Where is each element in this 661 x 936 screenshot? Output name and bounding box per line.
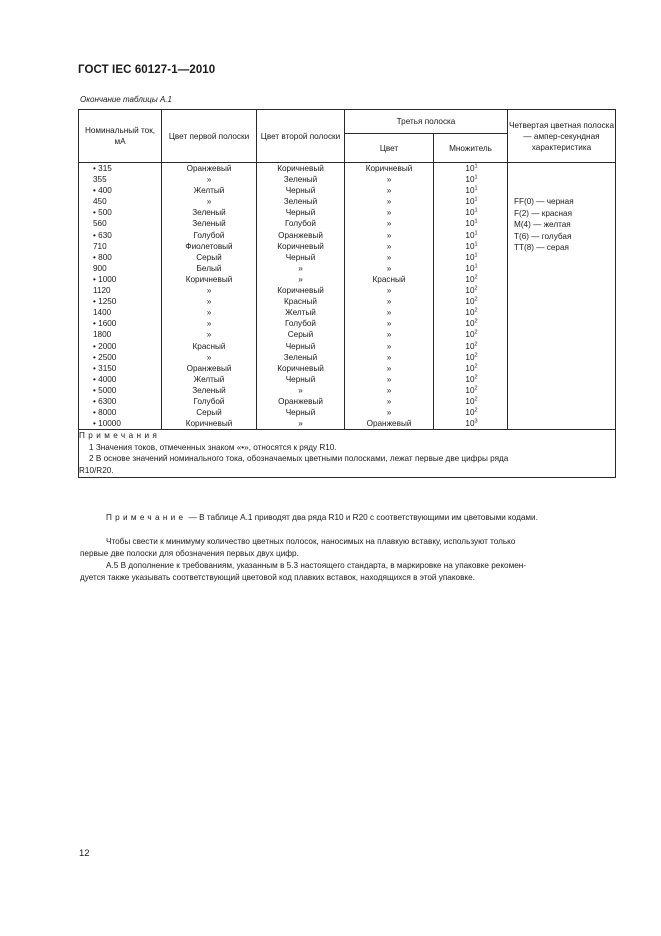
cell-third-color: » (386, 252, 392, 262)
cell-second-band: Черный (285, 374, 316, 384)
color-code-table (78, 109, 616, 478)
multiplier-base: 10 (465, 308, 475, 318)
cell-third-color: » (386, 175, 392, 185)
cell-third-color: » (386, 385, 392, 395)
cell-multiplier (436, 363, 507, 374)
table-caption: Окончание таблицы А.1 (80, 95, 172, 104)
multiplier-base: 10 (465, 419, 475, 429)
paragraph-1-line-2: первые две полоски для обозначения первых двух цифр. (80, 549, 299, 558)
header-fourth-band: Четвертая цветная полоска — ампер-секундная характеристика (508, 110, 616, 163)
cell-multiplier (436, 352, 507, 363)
body-note-text: — В таблице А.1 приводят два ряда R10 и R20 с соответствующими им цветовыми кодами. (186, 513, 538, 522)
cell-third-color: » (386, 308, 392, 318)
cell-second-band: Коричневый (277, 286, 324, 296)
multiplier-exponent: 1 (474, 207, 478, 214)
cell-second-band: Черный (285, 341, 316, 351)
multiplier-exponent: 2 (474, 396, 478, 403)
multiplier-exponent: 2 (474, 329, 478, 336)
cell-current: 560 (93, 219, 107, 229)
cell-current: 710 (93, 241, 107, 251)
cell-multiplier (436, 318, 507, 329)
cell-multiplier (436, 274, 507, 285)
multiplier-base: 10 (465, 352, 475, 362)
cell-current: • 315 (93, 164, 112, 173)
multiplier-exponent: 3 (474, 418, 478, 425)
cell-current: • 500 (93, 208, 112, 218)
header-current: Номинальный ток, мА (79, 110, 162, 163)
cell-current: • 8000 (93, 408, 117, 418)
cell-third-color: » (386, 396, 392, 406)
cell-second-band: Голубой (284, 319, 317, 329)
notes-title: Примечания (79, 431, 161, 441)
cell-multiplier (436, 174, 507, 185)
column-current (79, 163, 162, 430)
cell-third-color: » (386, 186, 392, 196)
multiplier-base: 10 (465, 208, 475, 218)
multiplier-exponent: 1 (474, 218, 478, 225)
cell-first-band: » (206, 197, 212, 207)
cell-second-band: Желтый (285, 308, 316, 318)
cell-first-band: Белый (196, 263, 222, 273)
cell-multiplier (436, 185, 507, 196)
header-multiplier: Множитель (434, 134, 508, 163)
cell-multiplier (436, 296, 507, 307)
cell-third-color: » (386, 208, 392, 218)
multiplier-exponent: 2 (474, 274, 478, 281)
cell-current: 1400 (93, 308, 112, 318)
cell-multiplier (436, 163, 507, 174)
note-2-line-1: 2 В основе значений номинального тока, обозначаемых цветными полосками, лежат первые две цифры ряда (89, 454, 509, 464)
cell-first-band: Желтый (193, 374, 225, 384)
multiplier-exponent: 1 (474, 229, 478, 236)
cell-current: • 1000 (93, 274, 117, 284)
multiplier-base: 10 (465, 363, 475, 373)
cell-multiplier (436, 385, 507, 396)
multiplier-exponent: 2 (474, 285, 478, 292)
cell-first-band: Серый (196, 408, 222, 418)
fourth-band-code: TT(8) — серая (514, 243, 569, 253)
cell-second-band: Красный (284, 297, 317, 307)
multiplier-exponent: 1 (474, 174, 478, 181)
multiplier-exponent: 1 (474, 263, 478, 270)
table-notes (79, 430, 616, 477)
cell-current: • 5000 (93, 385, 117, 395)
multiplier-base: 10 (465, 385, 475, 395)
cell-third-color: Красный (372, 274, 406, 284)
multiplier-base: 10 (465, 374, 475, 384)
multiplier-base: 10 (465, 286, 475, 296)
cell-first-band: » (206, 175, 212, 185)
column-multiplier (434, 163, 508, 430)
cell-second-band: Зеленый (283, 352, 318, 362)
note-2-line-2: R10/R20. (79, 466, 114, 476)
cell-second-band: Голубой (284, 219, 317, 229)
multiplier-base: 10 (465, 297, 475, 307)
cell-first-band: Голубой (193, 230, 225, 240)
cell-first-band: Серый (196, 252, 222, 262)
cell-first-band: Коричневый (185, 419, 233, 429)
cell-second-band: Серый (287, 330, 314, 340)
cell-multiplier (436, 207, 507, 218)
cell-multiplier (436, 396, 507, 407)
cell-current: • 3150 (93, 363, 117, 373)
multiplier-exponent: 2 (474, 385, 478, 392)
cell-third-color: » (386, 286, 392, 296)
cell-multiplier (436, 230, 507, 241)
cell-first-band: » (206, 352, 212, 362)
cell-multiplier (436, 241, 507, 252)
cell-current: • 400 (93, 186, 112, 196)
cell-second-band: Зеленый (283, 175, 318, 185)
cell-multiplier (436, 329, 507, 340)
multiplier-exponent: 2 (474, 340, 478, 347)
cell-first-band: » (206, 319, 212, 329)
cell-third-color: Коричневый (365, 164, 413, 173)
multiplier-exponent: 1 (474, 196, 478, 203)
cell-current: • 6300 (93, 396, 117, 406)
multiplier-base: 10 (465, 274, 475, 284)
cell-third-color: » (386, 330, 392, 340)
cell-current: 1800 (93, 330, 112, 340)
multiplier-base: 10 (465, 263, 475, 273)
cell-third-color: » (386, 241, 392, 251)
document-header: ГОСТ IEC 60127-1—2010 (78, 64, 216, 76)
cell-current: • 800 (93, 252, 112, 262)
cell-first-band: Голубой (193, 396, 225, 406)
cell-multiplier (436, 285, 507, 296)
cell-third-color: Оранжевый (366, 419, 412, 429)
multiplier-exponent: 2 (474, 318, 478, 325)
body-note (106, 512, 538, 524)
cell-second-band: » (298, 385, 303, 395)
cell-first-band: Зеленый (192, 208, 226, 218)
cell-second-band: Черный (285, 252, 316, 262)
cell-current: 450 (93, 197, 107, 207)
cell-second-band: Оранжевый (278, 230, 323, 240)
cell-current: • 2000 (93, 341, 117, 351)
cell-third-color: » (386, 219, 392, 229)
multiplier-base: 10 (465, 175, 475, 185)
fourth-band-code: FF(0) — черная (514, 197, 574, 206)
multiplier-base: 10 (465, 219, 475, 229)
column-first-band (162, 163, 257, 430)
cell-multiplier (436, 252, 507, 263)
cell-multiplier (436, 341, 507, 352)
cell-first-band: » (206, 308, 212, 318)
cell-first-band: Оранжевый (186, 164, 232, 173)
multiplier-base: 10 (465, 241, 475, 251)
multiplier-base: 10 (465, 408, 475, 418)
multiplier-exponent: 2 (474, 362, 478, 369)
multiplier-base: 10 (465, 197, 475, 207)
cell-first-band: Фиолетовый (185, 241, 233, 251)
cell-second-band: » (298, 263, 303, 273)
multiplier-base: 10 (465, 230, 475, 240)
cell-first-band: Красный (192, 341, 226, 351)
multiplier-exponent: 1 (474, 163, 478, 170)
header-third-band: Третья полоска (345, 110, 508, 134)
paragraph-1-line-1: Чтобы свести к минимуму количество цветных полосок, наносимых на плавкую вставку, используют только (106, 537, 516, 546)
multiplier-base: 10 (465, 330, 475, 340)
cell-current: • 10000 (93, 419, 121, 429)
header-third-color: Цвет (345, 134, 434, 163)
cell-third-color: » (386, 230, 392, 240)
cell-multiplier (436, 307, 507, 318)
cell-second-band: Зеленый (283, 197, 318, 207)
cell-second-band: Черный (285, 208, 316, 218)
multiplier-exponent: 2 (474, 296, 478, 303)
cell-current: 1120 (93, 286, 111, 296)
fourth-band-code: F(2) — красная (514, 208, 573, 218)
cell-third-color: » (386, 263, 392, 273)
cell-first-band: » (206, 286, 212, 296)
cell-current: • 4000 (93, 374, 117, 384)
cell-third-color: » (386, 297, 392, 307)
header-second-band: Цвет второй полоски (257, 110, 345, 163)
cell-third-color: » (386, 197, 392, 207)
body-note-word: Примечание (106, 513, 187, 522)
cell-first-band: Зеленый (192, 385, 226, 395)
page-number: 12 (79, 848, 90, 859)
column-fourth-band (508, 163, 616, 430)
cell-third-color: » (386, 352, 392, 362)
cell-multiplier (436, 218, 507, 229)
multiplier-base: 10 (465, 319, 475, 329)
cell-second-band: » (298, 419, 303, 429)
paragraph-2-line-1: А.5 В дополнение к требованиям, указанным в 5.3 настоящего стандарта, в маркировке на упаковке рекомен- (106, 561, 527, 570)
multiplier-base: 10 (465, 341, 475, 351)
cell-multiplier (436, 196, 507, 207)
cell-third-color: » (386, 363, 392, 373)
cell-current: • 1250 (93, 297, 117, 307)
cell-second-band: Черный (285, 408, 316, 418)
multiplier-exponent: 1 (474, 252, 478, 259)
multiplier-base: 10 (465, 164, 475, 173)
multiplier-exponent: 2 (474, 374, 478, 381)
multiplier-exponent: 2 (474, 407, 478, 414)
fourth-band-code: T(6) — голубая (514, 231, 572, 241)
cell-current: • 2500 (93, 352, 117, 362)
cell-third-color: » (386, 319, 392, 329)
multiplier-base: 10 (465, 186, 475, 196)
cell-current: 900 (93, 263, 107, 273)
cell-first-band: Желтый (193, 186, 225, 196)
note-1: 1 Значения токов, отмеченных знаком «•», относятся к ряду R10. (89, 442, 337, 452)
cell-multiplier (436, 407, 507, 418)
paragraph-2-line-2: дуется также указывать соответствующий цветовой код плавких вставок, находящихся в этой упаковке. (80, 573, 475, 582)
cell-first-band: Зеленый (192, 219, 226, 229)
multiplier-base: 10 (465, 396, 475, 406)
cell-third-color: » (386, 374, 392, 384)
cell-current: • 1600 (93, 319, 117, 329)
cell-multiplier (436, 418, 507, 429)
cell-current: • 630 (93, 230, 112, 240)
fourth-band-code: M(4) — желтая (514, 220, 571, 230)
header-first-band: Цвет первой полоски (162, 110, 257, 163)
cell-second-band: Оранжевый (278, 396, 323, 406)
multiplier-base: 10 (465, 252, 475, 262)
multiplier-exponent: 1 (474, 240, 478, 247)
cell-second-band: Коричневый (277, 241, 324, 251)
cell-multiplier (436, 374, 507, 385)
cell-multiplier (436, 263, 507, 274)
cell-second-band: Коричневый (277, 363, 324, 373)
cell-third-color: » (386, 341, 392, 351)
cell-second-band: Черный (285, 186, 316, 196)
cell-first-band: » (206, 297, 212, 307)
cell-second-band: » (298, 274, 303, 284)
cell-current: 355 (93, 175, 107, 185)
column-second-band (257, 163, 345, 430)
cell-second-band: Коричневый (277, 164, 324, 173)
multiplier-exponent: 1 (474, 185, 478, 192)
column-third-color (345, 163, 434, 430)
cell-first-band: Коричневый (185, 274, 233, 284)
cell-third-color: » (386, 408, 392, 418)
cell-first-band: » (206, 330, 212, 340)
multiplier-exponent: 2 (474, 307, 478, 314)
cell-first-band: Оранжевый (186, 363, 232, 373)
multiplier-exponent: 2 (474, 351, 478, 358)
